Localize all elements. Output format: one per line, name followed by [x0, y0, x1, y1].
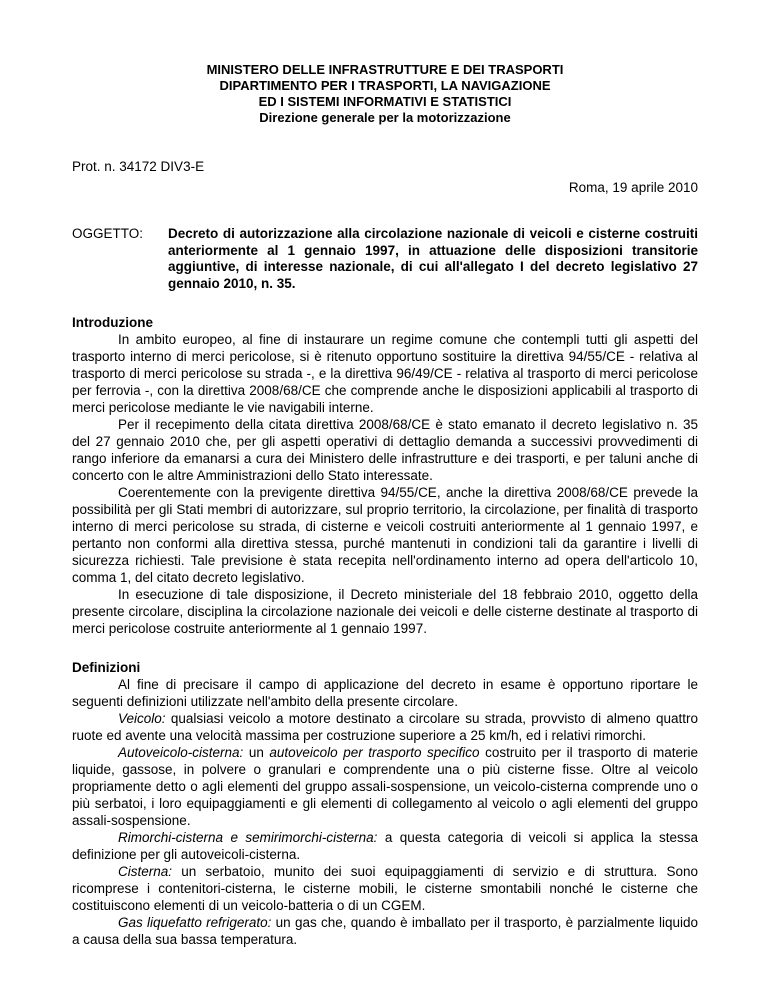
definition-emphasis: autoveicolo per trasporto specifico: [269, 745, 480, 760]
protocol-number: Prot. n. 34172 DIV3-E: [72, 159, 205, 174]
department-name-cont: ED I SISTEMI INFORMATIVI E STATISTICI: [258, 94, 512, 109]
definitions-title: Definizioni: [72, 660, 141, 675]
definition-term: Autoveicolo-cisterna:: [118, 745, 244, 760]
intro-paragraph: In esecuzione di tale disposizione, il Decreto ministeriale del 18 febbraio 2010, oggetto della presente circolare, disciplina la circolazione nazionale dei veicoli e delle cisterne destinate al trasporto di merci pericolose costruite anteriormente al 1 gennaio 1997.: [72, 587, 698, 636]
definition-text: a questa categoria di veicoli si applica la stessa definizione per gli autoveicoli-cisterna.: [72, 830, 698, 862]
letterhead: [72, 62, 698, 126]
ministry-name: MINISTERO DELLE INFRASTRUTTURE E DEI TRASPORTI: [206, 62, 564, 77]
subject-label: OGGETTO:: [72, 226, 144, 241]
definition-autoveicolo-cisterna: [72, 744, 698, 829]
subject-text: Decreto di autorizzazione alla circolazione nazionale di veicoli e cisterne costruiti anteriormente al 1 gennaio 1997, in attuazione delle disposizioni transitorie aggiuntive, di interesse nazionale, di cui all'allegato I del decreto legislativo 27 gennaio 2010, n. 35.: [168, 226, 698, 291]
definition-veicolo: [72, 710, 698, 744]
intro-section: [72, 314, 698, 637]
definition-text: un: [243, 745, 270, 760]
definitions-section: [72, 659, 698, 948]
definition-text: qualsiasi veicolo a motore destinato a circolare su strada, provvisto di almeno quattro ruote ed avente una velocità massima per costruzione superiore a 25 km/h, ed i relativi rimorchi.: [72, 711, 698, 743]
intro-title: Introduzione: [72, 315, 153, 330]
definition-text: un gas che, quando è imballato per il trasporto, è parzialmente liquido a causa della sua bassa temperatura.: [72, 915, 698, 947]
definition-term: Gas liquefatto refrigerato:: [118, 915, 272, 930]
directorate-name: Direzione generale per la motorizzazione: [259, 110, 511, 125]
definition-cisterna: [72, 863, 698, 914]
definitions-intro: Al fine di precisare il campo di applicazione del decreto in esame è opportuno riportare le seguenti definizioni utilizzate nell'ambito della presente circolare.: [72, 677, 698, 709]
department-name: DIPARTIMENTO PER I TRASPORTI, LA NAVIGAZIONE: [219, 78, 551, 93]
definition-term: Veicolo:: [118, 711, 166, 726]
intro-paragraph: Per il recepimento della citata direttiva 2008/68/CE è stato emanato il decreto legislativo n. 35 del 27 gennaio 2010 che, per gli aspetti operativi di dettaglio demanda a successivi provvedimenti di rango inferiore da emanarsi a cura dei Ministero delle infrastrutture e dei trasporti, e per taluni anche di concerto con le altre Amministrazioni dello Stato interessate.: [72, 417, 698, 483]
intro-paragraph: In ambito europeo, al fine di instaurare un regime comune che contempli tutti gli aspetti del trasporto interno di merci pericolose, si è ritenuto opportuno sostituire la direttiva 94/55/CE - relativa al trasporto di merci pericolose su strada -, e la direttiva 96/49/CE - relativa al trasporto di merci pericolose per ferrovia -, con la direttiva 2008/68/CE che comprende anche le disposizioni applicabili al trasporto di merci pericolose mediante le vie navigabili interne.: [72, 332, 698, 415]
subject-block: [72, 226, 698, 292]
intro-paragraph: Coerentemente con la previgente direttiva 94/55/CE, anche la direttiva 2008/68/CE prevede la possibilità per gli Stati membri di autorizzare, sul proprio territorio, la circolazione, per finalità di trasporto interno di merci pericolose su strada, di cisterne e veicoli costruiti anteriormente al 1 gennaio 1997, e pertanto non conformi alla direttiva stessa, purché mantenuti in condizioni tali da garantire i livelli di sicurezza richiesti. Tale previsione è stata recepita nell'ordinamento interno ad opera dell'articolo 10, comma 1, del citato decreto legislativo.: [72, 485, 698, 585]
definition-text: un serbatoio, munito dei suoi equipaggiamenti di servizio e di struttura. Sono ricomprese i contenitori-cisterna, le cisterne mobili, le cisterne smontabili nonché le cisterne che costituiscono elementi di un veicolo-batteria o di un CGEM.: [72, 864, 698, 913]
definition-gas-liquefatto: [72, 914, 698, 948]
definition-term: Cisterna:: [118, 864, 173, 879]
definition-term: Rimorchi-cisterna e semirimorchi-cisterna:: [118, 830, 378, 845]
definition-text: costruito per il trasporto di materie liquide, gassose, in polvere o granulari e comprendente una o più cisterne fisse. Oltre al veicolo propriamente detto o agli elementi del gruppo assali-sospensione, un veicolo-cisterna comprende uno o più serbatoi, i loro equipaggiamenti e gli elementi di collegamento al veicolo o agli elementi del gruppo assali-sospensione.: [72, 745, 698, 828]
document-page: [72, 62, 698, 948]
document-date: Roma, 19 aprile 2010: [568, 180, 698, 195]
definition-rimorchi-cisterna: [72, 829, 698, 863]
